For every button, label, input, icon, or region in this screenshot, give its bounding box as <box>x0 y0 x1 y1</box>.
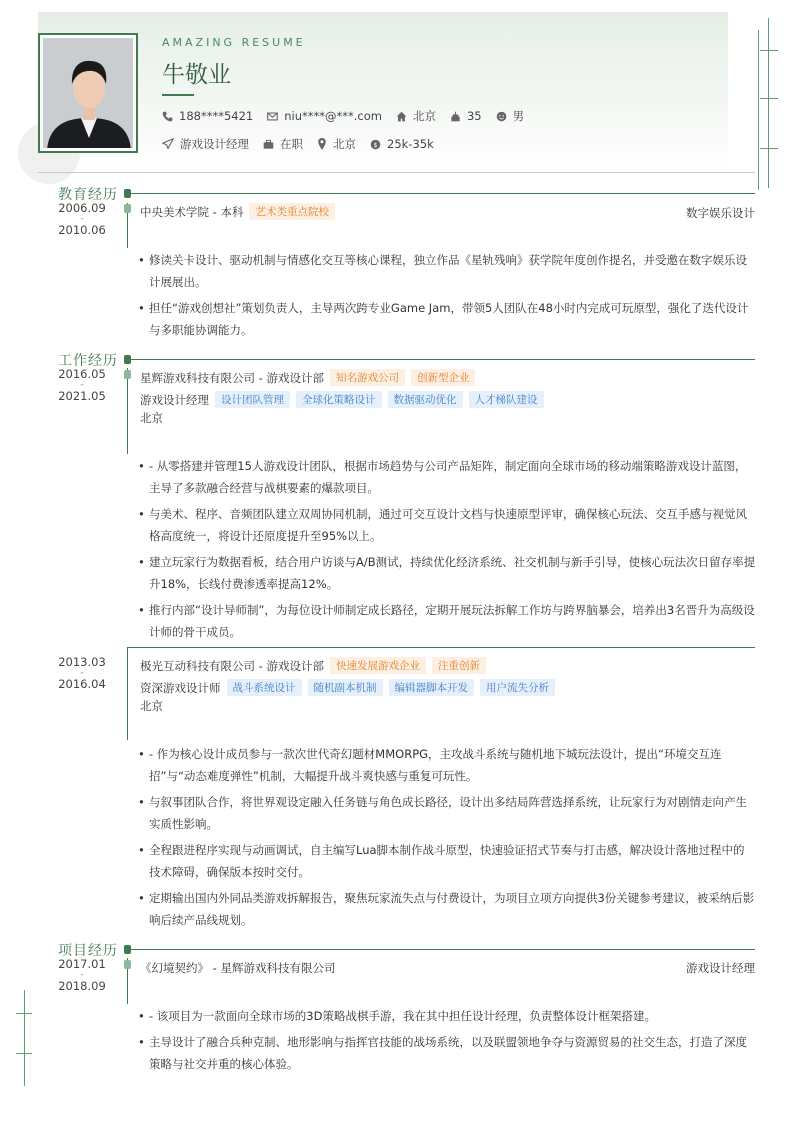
date-separator: - <box>80 668 84 678</box>
section-title-education: 教育经历 <box>58 184 120 204</box>
timeline-marker <box>124 370 131 379</box>
company-tag: 创新型企业 <box>411 369 476 386</box>
phone-text: 188****5421 <box>179 109 254 123</box>
list-item: • 与美术、程序、音频团队建立双周协同机制，通过可交互设计文档与快速原型评审，确保核心玩法、交互手感与视觉风格高度统一，将设计还原度提升至95%以上。 <box>138 503 756 547</box>
location-icon <box>317 138 327 150</box>
phone-icon <box>162 111 173 122</box>
salary-item <box>370 137 434 151</box>
position-line <box>140 679 561 696</box>
decorative-tick <box>760 50 778 51</box>
list-item: • - 该项目为一款面向全球市场的3D策略战棋手游，我在其中担任设计经理，负责整体设计框架搭建。 <box>138 1005 756 1027</box>
end-date: 2016.04 <box>58 677 106 691</box>
status-item <box>263 136 303 152</box>
name-underline <box>162 94 194 96</box>
email-text: niu****@***.com <box>284 109 382 123</box>
target-city-text: 北京 <box>333 137 356 151</box>
end-date: 2021.05 <box>58 389 106 403</box>
position-title: 游戏设计经理 <box>140 392 209 407</box>
skill-tag: 设计团队管理 <box>215 391 290 408</box>
section-title-projects: 项目经历 <box>58 940 120 960</box>
decorative-line <box>768 18 769 188</box>
education-school-line <box>140 203 341 220</box>
company-tag: 快速发展游戏企业 <box>330 657 426 674</box>
start-date: 2017.01 <box>58 957 106 971</box>
skill-tag: 随机副本机制 <box>308 679 383 696</box>
mail-icon <box>267 111 278 122</box>
skill-tag: 战斗系统设计 <box>227 679 302 696</box>
home-text: 北京 <box>412 109 436 123</box>
decorative-tick <box>16 1053 32 1054</box>
section-divider <box>128 359 755 360</box>
major: 数字娱乐设计 <box>686 206 755 220</box>
work-dates <box>58 656 106 690</box>
project-bullets <box>138 1005 756 1079</box>
cake-icon <box>450 111 461 122</box>
target-city-item <box>317 136 356 152</box>
start-date: 2013.03 <box>58 655 106 669</box>
skill-tag: 人才梯队建设 <box>469 391 544 408</box>
date-separator: - <box>80 970 84 980</box>
profile-photo <box>38 33 138 153</box>
header-divider <box>38 172 755 173</box>
start-date: 2006.09 <box>58 201 106 215</box>
home-item <box>396 108 436 124</box>
education-bullets <box>138 249 756 345</box>
section-marker <box>124 355 131 364</box>
decorative-line <box>758 30 759 190</box>
phone-item <box>162 109 253 123</box>
timeline-marker <box>124 204 131 213</box>
timeline-marker <box>124 960 131 969</box>
school-name: 中央美术学院 - 本科 <box>140 204 244 219</box>
position-line <box>140 391 550 408</box>
resume-subtitle: AMAZING RESUME <box>162 36 306 49</box>
list-item: • 全程跟进程序实现与动画调试，自主编写Lua脚本制作战斗原型，快速验证招式节奏与打击感，解决设计落地过程中的技术障碍，确保版本按时交付。 <box>138 839 756 883</box>
project-dates <box>58 958 106 992</box>
skill-tag: 数据驱动优化 <box>388 391 463 408</box>
entry-divider <box>128 647 755 648</box>
work-dates <box>58 368 106 402</box>
position-title: 资深游戏设计师 <box>140 680 221 695</box>
school-tag: 艺术类重点院校 <box>249 203 335 220</box>
decorative-tick <box>760 98 778 99</box>
decorative-tick <box>16 1013 32 1014</box>
briefcase-icon <box>263 139 274 150</box>
status-text: 在职 <box>280 137 303 151</box>
gender-text: 男 <box>512 109 525 123</box>
company-tag: 知名游戏公司 <box>330 369 405 386</box>
section-marker <box>124 189 131 198</box>
timeline-line <box>127 647 128 740</box>
skill-tag: 全球化策略设计 <box>296 391 382 408</box>
project-role: 游戏设计经理 <box>686 961 755 975</box>
project-name: 《幻境契约》 - 星辉游戏科技有限公司 <box>140 961 336 975</box>
list-item: • - 作为核心设计成员参与一款次世代奇幻题材MMORPG，主攻战斗系统与随机地下城玩法设计，提出“环境交互连招”与“动态难度弹性”机制，大幅提升战斗爽快感与重复可玩性。 <box>138 743 756 787</box>
end-date: 2018.09 <box>58 979 106 993</box>
age-item <box>450 109 482 123</box>
list-item: • 定期输出国内外同品类游戏拆解报告，聚焦玩家流失点与付费设计，为项目立项方向提供3份关键参考建议，被采纳后影响后续产品线规划。 <box>138 887 756 931</box>
education-dates <box>58 202 106 236</box>
skill-tag: 编辑器脚本开发 <box>389 679 475 696</box>
list-item: • 修读关卡设计、驱动机制与情感化交互等核心课程，独立作品《星轨残响》获学院年度创作提名，并受邀在数字娱乐设计展展出。 <box>138 249 756 293</box>
end-date: 2010.06 <box>58 223 106 237</box>
list-item: • - 从零搭建并管理15人游戏设计团队，根据市场趋势与公司产品矩阵，制定面向全球市场的移动端策略游戏设计蓝图，主导了多款融合经营与战棋要素的爆款项目。 <box>138 455 756 499</box>
list-item: • 与叙事团队合作，将世界观设定融入任务链与角色成长路径，设计出多结局阵营选择系统，让玩家行为对剧情走向产生实质性影响。 <box>138 791 756 835</box>
section-divider <box>128 949 755 950</box>
date-separator: - <box>80 380 84 390</box>
section-title-work: 工作经历 <box>58 350 120 370</box>
company-line <box>140 657 492 674</box>
decorative-tick <box>760 148 778 149</box>
timeline-line <box>127 368 128 454</box>
send-icon <box>162 138 174 150</box>
target-job-text: 游戏设计经理 <box>180 137 249 151</box>
skill-tag: 用户流失分析 <box>480 679 555 696</box>
salary-text: 25k-35k <box>387 137 434 151</box>
email-item <box>267 109 382 123</box>
project-line <box>140 960 341 976</box>
home-icon <box>396 111 407 122</box>
gender-item <box>496 108 525 124</box>
work-bullets <box>138 743 756 935</box>
list-item: • 推行内部“设计导师制”，为每位设计师制定成长路径，定期开展玩法拆解工作坊与跨界脑暴会，培养出3名晋升为高级设计师的骨干成员。 <box>138 599 756 643</box>
start-date: 2016.05 <box>58 367 106 381</box>
gender-icon <box>496 111 507 122</box>
company-line <box>140 369 481 386</box>
decorative-line <box>24 990 25 1086</box>
candidate-name: 牛敬业 <box>162 62 231 88</box>
work-city: 北京 <box>140 699 163 713</box>
contact-row <box>162 108 538 124</box>
svg-text:$: $ <box>373 141 378 149</box>
company-name: 极光互动科技有限公司 - 游戏设计部 <box>140 658 324 673</box>
list-item: • 主导设计了融合兵种克制、地形影响与指挥官技能的战场系统，以及联盟领地争夺与资源贸易的社交生态，打造了深度策略与社交并重的核心体验。 <box>138 1031 756 1075</box>
list-item: • 建立玩家行为数据看板，结合用户访谈与A/B测试，持续优化经济系统、社交机制与新手引导，使核心玩法次日留存率提升18%，长线付费渗透率提高12%。 <box>138 551 756 595</box>
work-bullets <box>138 455 756 647</box>
company-tag: 注重创新 <box>432 657 486 674</box>
company-name: 星辉游戏科技有限公司 - 游戏设计部 <box>140 370 324 385</box>
work-city: 北京 <box>140 411 163 425</box>
section-marker <box>124 945 131 954</box>
target-job-item <box>162 136 249 152</box>
section-divider <box>128 193 755 194</box>
avatar-portrait-icon <box>43 38 133 148</box>
age-text: 35 <box>466 109 482 123</box>
list-item: • 担任“游戏创想社”策划负责人，主导两次跨专业Game Jam，带领5人团队在48小时内完成可玩原型，强化了迭代设计与多职能协调能力。 <box>138 297 756 341</box>
job-intent-row <box>162 136 448 152</box>
date-separator: - <box>80 214 84 224</box>
salary-icon <box>370 139 381 150</box>
